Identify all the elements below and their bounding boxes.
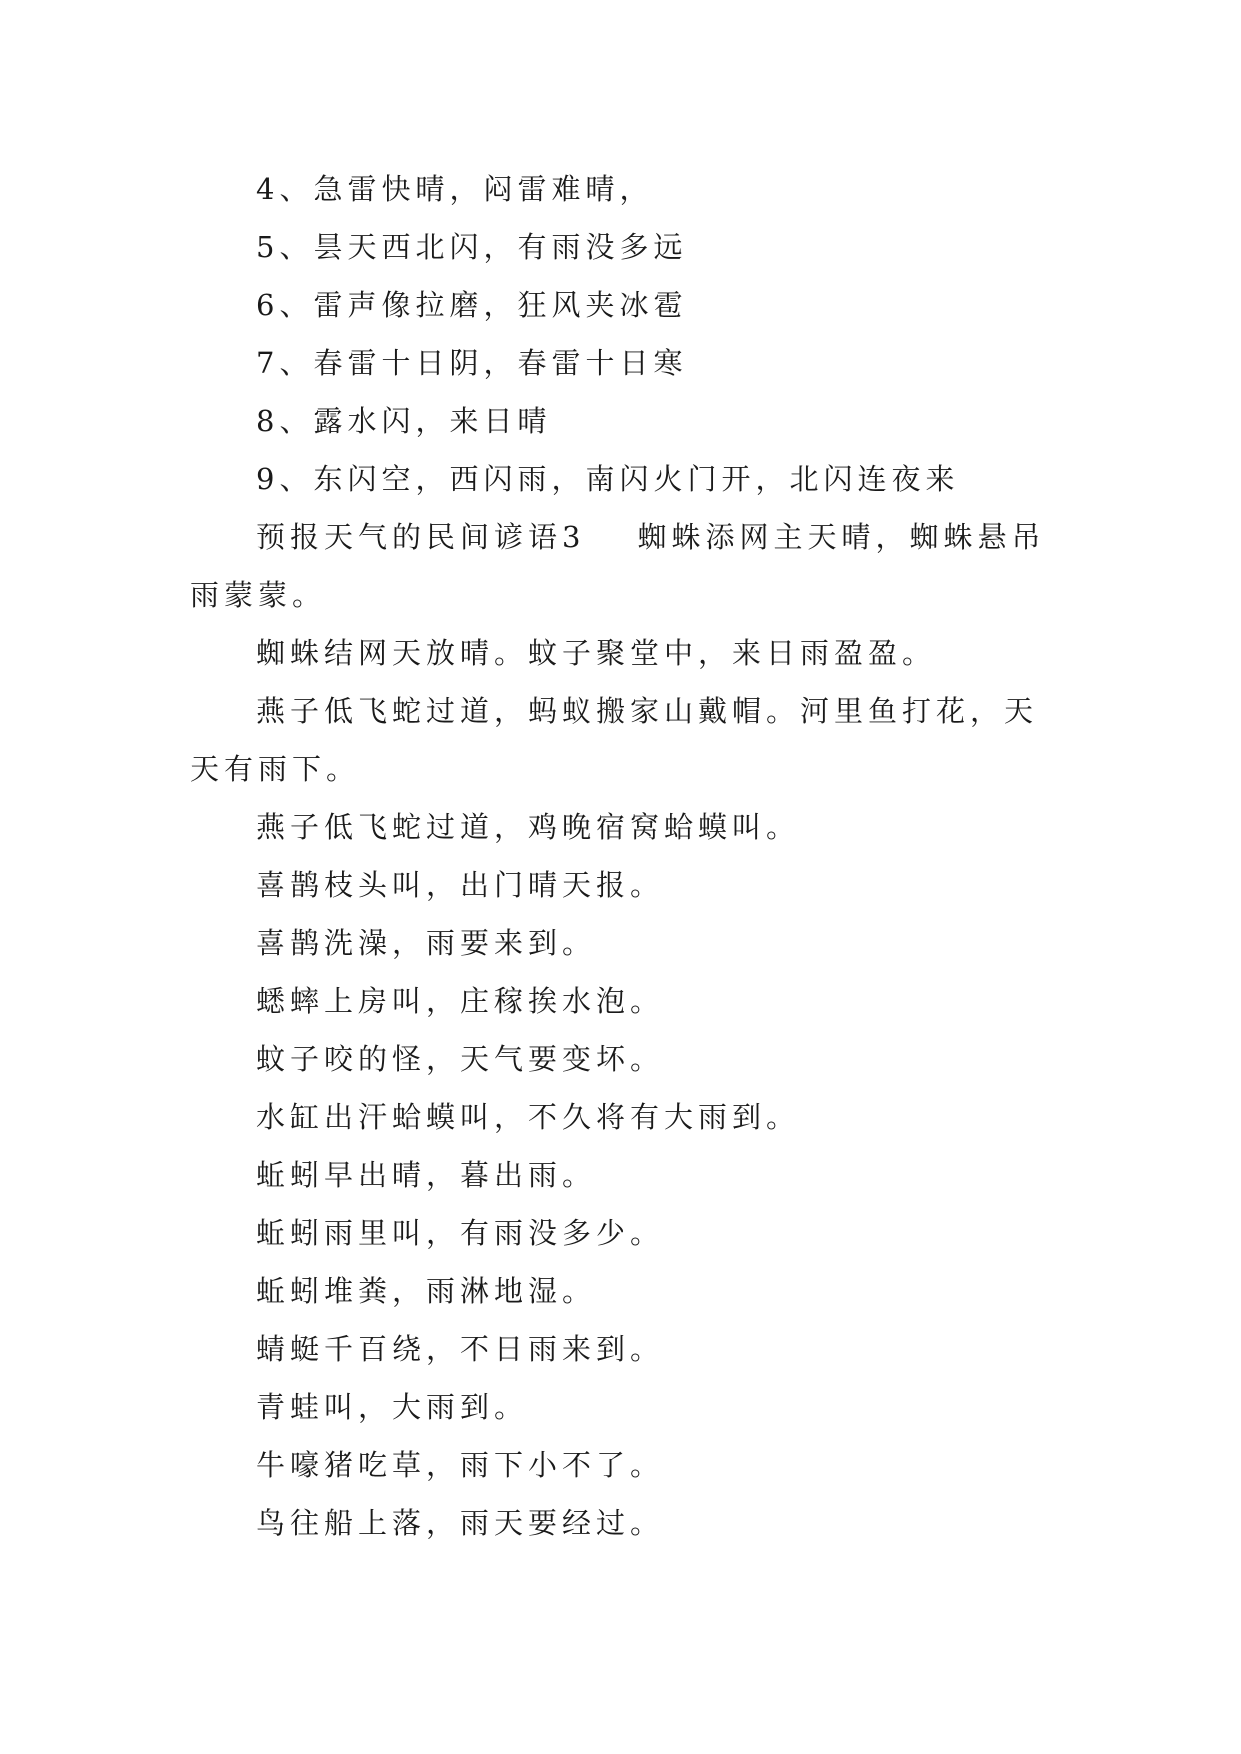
proverb-paragraph: 燕子低飞蛇过道，蚂蚁搬家山戴帽。河里鱼打花，天天有雨下。: [190, 694, 1039, 786]
proverb-paragraph: 青蛙叫，大雨到。: [256, 1390, 529, 1424]
section-heading: 预报天气的民间谚语3: [256, 520, 586, 554]
section-first-text: 蜘蛛添网主天晴，蜘蛛悬吊雨蒙蒙。: [190, 520, 1046, 612]
document-body: [190, 160, 1050, 1552]
proverb-paragraph: 蚯蚓雨里叫，有雨没多少。: [256, 1216, 665, 1250]
proverb-paragraph: 喜鹊洗澡，雨要来到。: [256, 926, 597, 960]
proverb-paragraph: 燕子低飞蛇过道，鸡晚宿窝蛤蟆叫。: [256, 810, 801, 844]
proverb-paragraph: 蚯蚓堆粪，雨淋地湿。: [256, 1274, 597, 1308]
proverb-paragraph: 水缸出汗蛤蟆叫，不久将有大雨到。: [256, 1100, 801, 1134]
proverb-line-9: 9、东闪空，西闪雨，南闪火门开，北闪连夜来: [256, 462, 960, 496]
proverb-paragraph: 蚯蚓早出晴，暮出雨。: [256, 1158, 597, 1192]
proverb-paragraph: 喜鹊枝头叫，出门晴天报。: [256, 868, 665, 902]
section-paragraph: [190, 508, 1050, 624]
proverb-paragraph: 蚊子咬的怪，天气要变坏。: [256, 1042, 665, 1076]
proverb-paragraph: 蜘蛛结网天放晴。蚊子聚堂中，来日雨盈盈。: [256, 636, 937, 670]
proverb-line-6: 6、雷声像拉磨，狂风夹冰雹: [256, 288, 688, 322]
proverb-line-5: 5、昙天西北闪，有雨没多远: [256, 230, 688, 264]
proverb-paragraph: 蟋蟀上房叫，庄稼挨水泡。: [256, 984, 665, 1018]
proverb-paragraph: 鸟往船上落，雨天要经过。: [256, 1506, 665, 1540]
proverb-paragraph: 牛嚎猪吃草，雨下小不了。: [256, 1448, 665, 1482]
proverb-paragraph: 蜻蜓千百绕，不日雨来到。: [256, 1332, 665, 1366]
proverb-line-4: 4、急雷快晴，闷雷难晴，: [256, 172, 654, 206]
proverb-line-7: 7、春雷十日阴，春雷十日寒: [256, 346, 688, 380]
proverb-line-8: 8、露水闪，来日晴: [256, 404, 552, 438]
